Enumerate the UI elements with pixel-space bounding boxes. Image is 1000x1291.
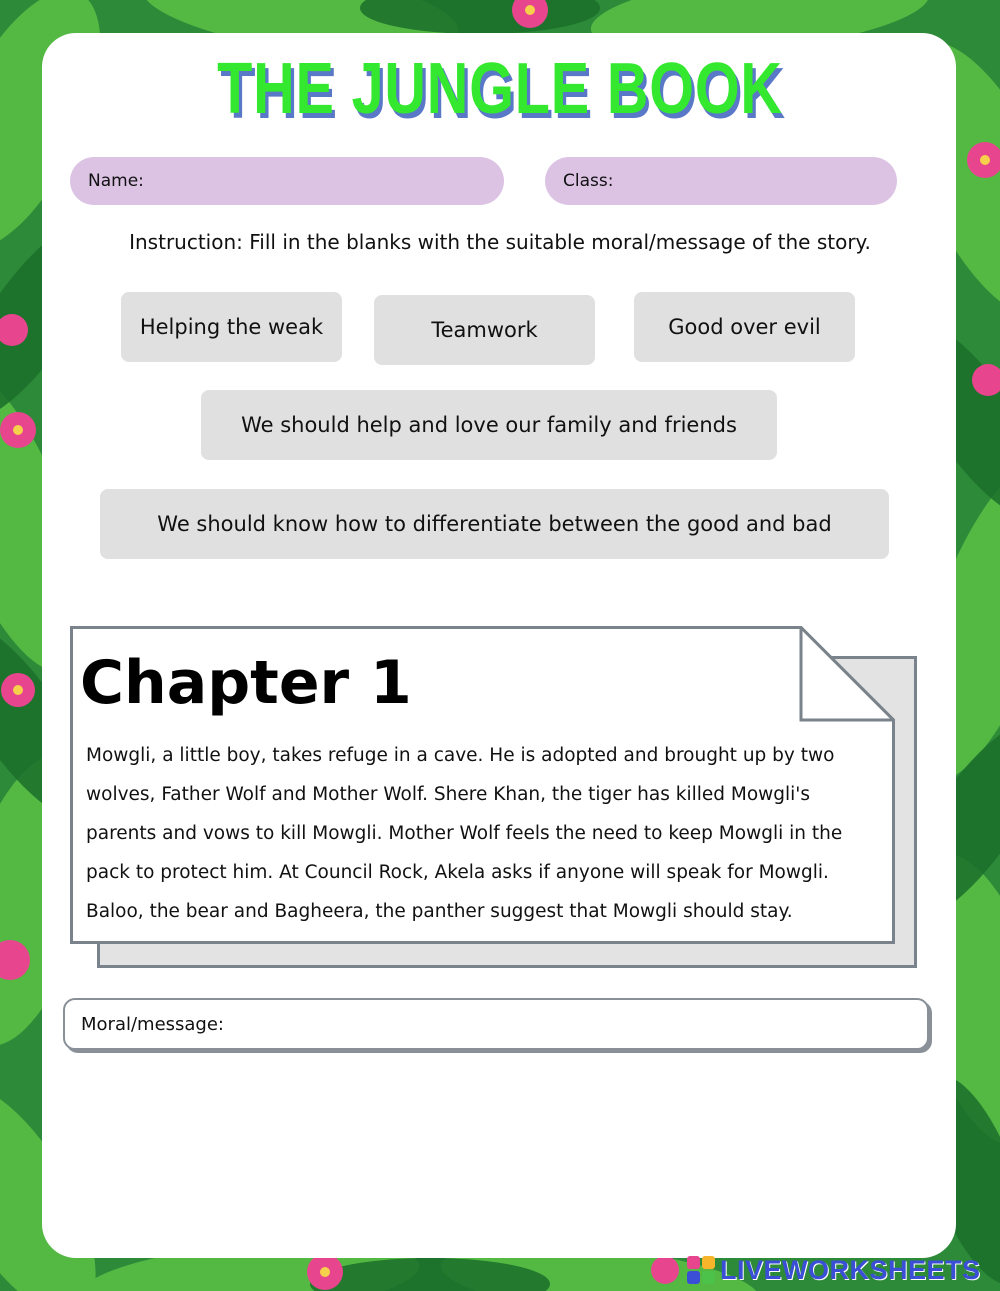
name-field[interactable] [70, 157, 504, 205]
class-field[interactable] [545, 157, 897, 205]
brand-name: LIVEWORKSHEETS [720, 1254, 981, 1285]
liveworksheets-logo [686, 1252, 981, 1288]
option-label: Helping the weak [139, 315, 324, 339]
liveworksheets-icon [686, 1255, 716, 1285]
option-label: Teamwork [431, 318, 538, 342]
moral-answer-field[interactable] [63, 998, 929, 1050]
option-chip[interactable] [201, 390, 777, 460]
option-label: We should know how to differentiate between the good and bad [157, 512, 832, 536]
moral-label: Moral/message: [81, 1014, 224, 1035]
name-label: Name: [88, 171, 144, 191]
option-chip[interactable] [374, 295, 595, 365]
instruction-text: Instruction: Fill in the blanks with the suitable moral/message of the story. [129, 230, 871, 254]
option-chip[interactable] [634, 292, 855, 362]
option-chip[interactable] [100, 489, 889, 559]
page-title: THE JUNGLE BOOK [217, 49, 783, 129]
option-label: Good over evil [668, 315, 821, 339]
class-label: Class: [563, 171, 614, 191]
chapter-heading: Chapter 1 [80, 648, 412, 718]
chapter-text: Mowgli, a little boy, takes refuge in a cave. He is adopted and brought up by two wolves, Father Wolf and Mother Wolf. Shere Khan, the tiger has killed Mowgli's parents and vows to kill Mowgli. Mother Wolf feels the need to keep Mowgli in the pack to protect him. At Council Rock, Akela asks if anyone will speak for Mowgli. Baloo, the bear and Bagheera, the panther suggest that Mowgli should stay. [86, 745, 843, 922]
option-label: We should help and love our family and friends [241, 413, 737, 437]
option-chip[interactable] [121, 292, 342, 362]
